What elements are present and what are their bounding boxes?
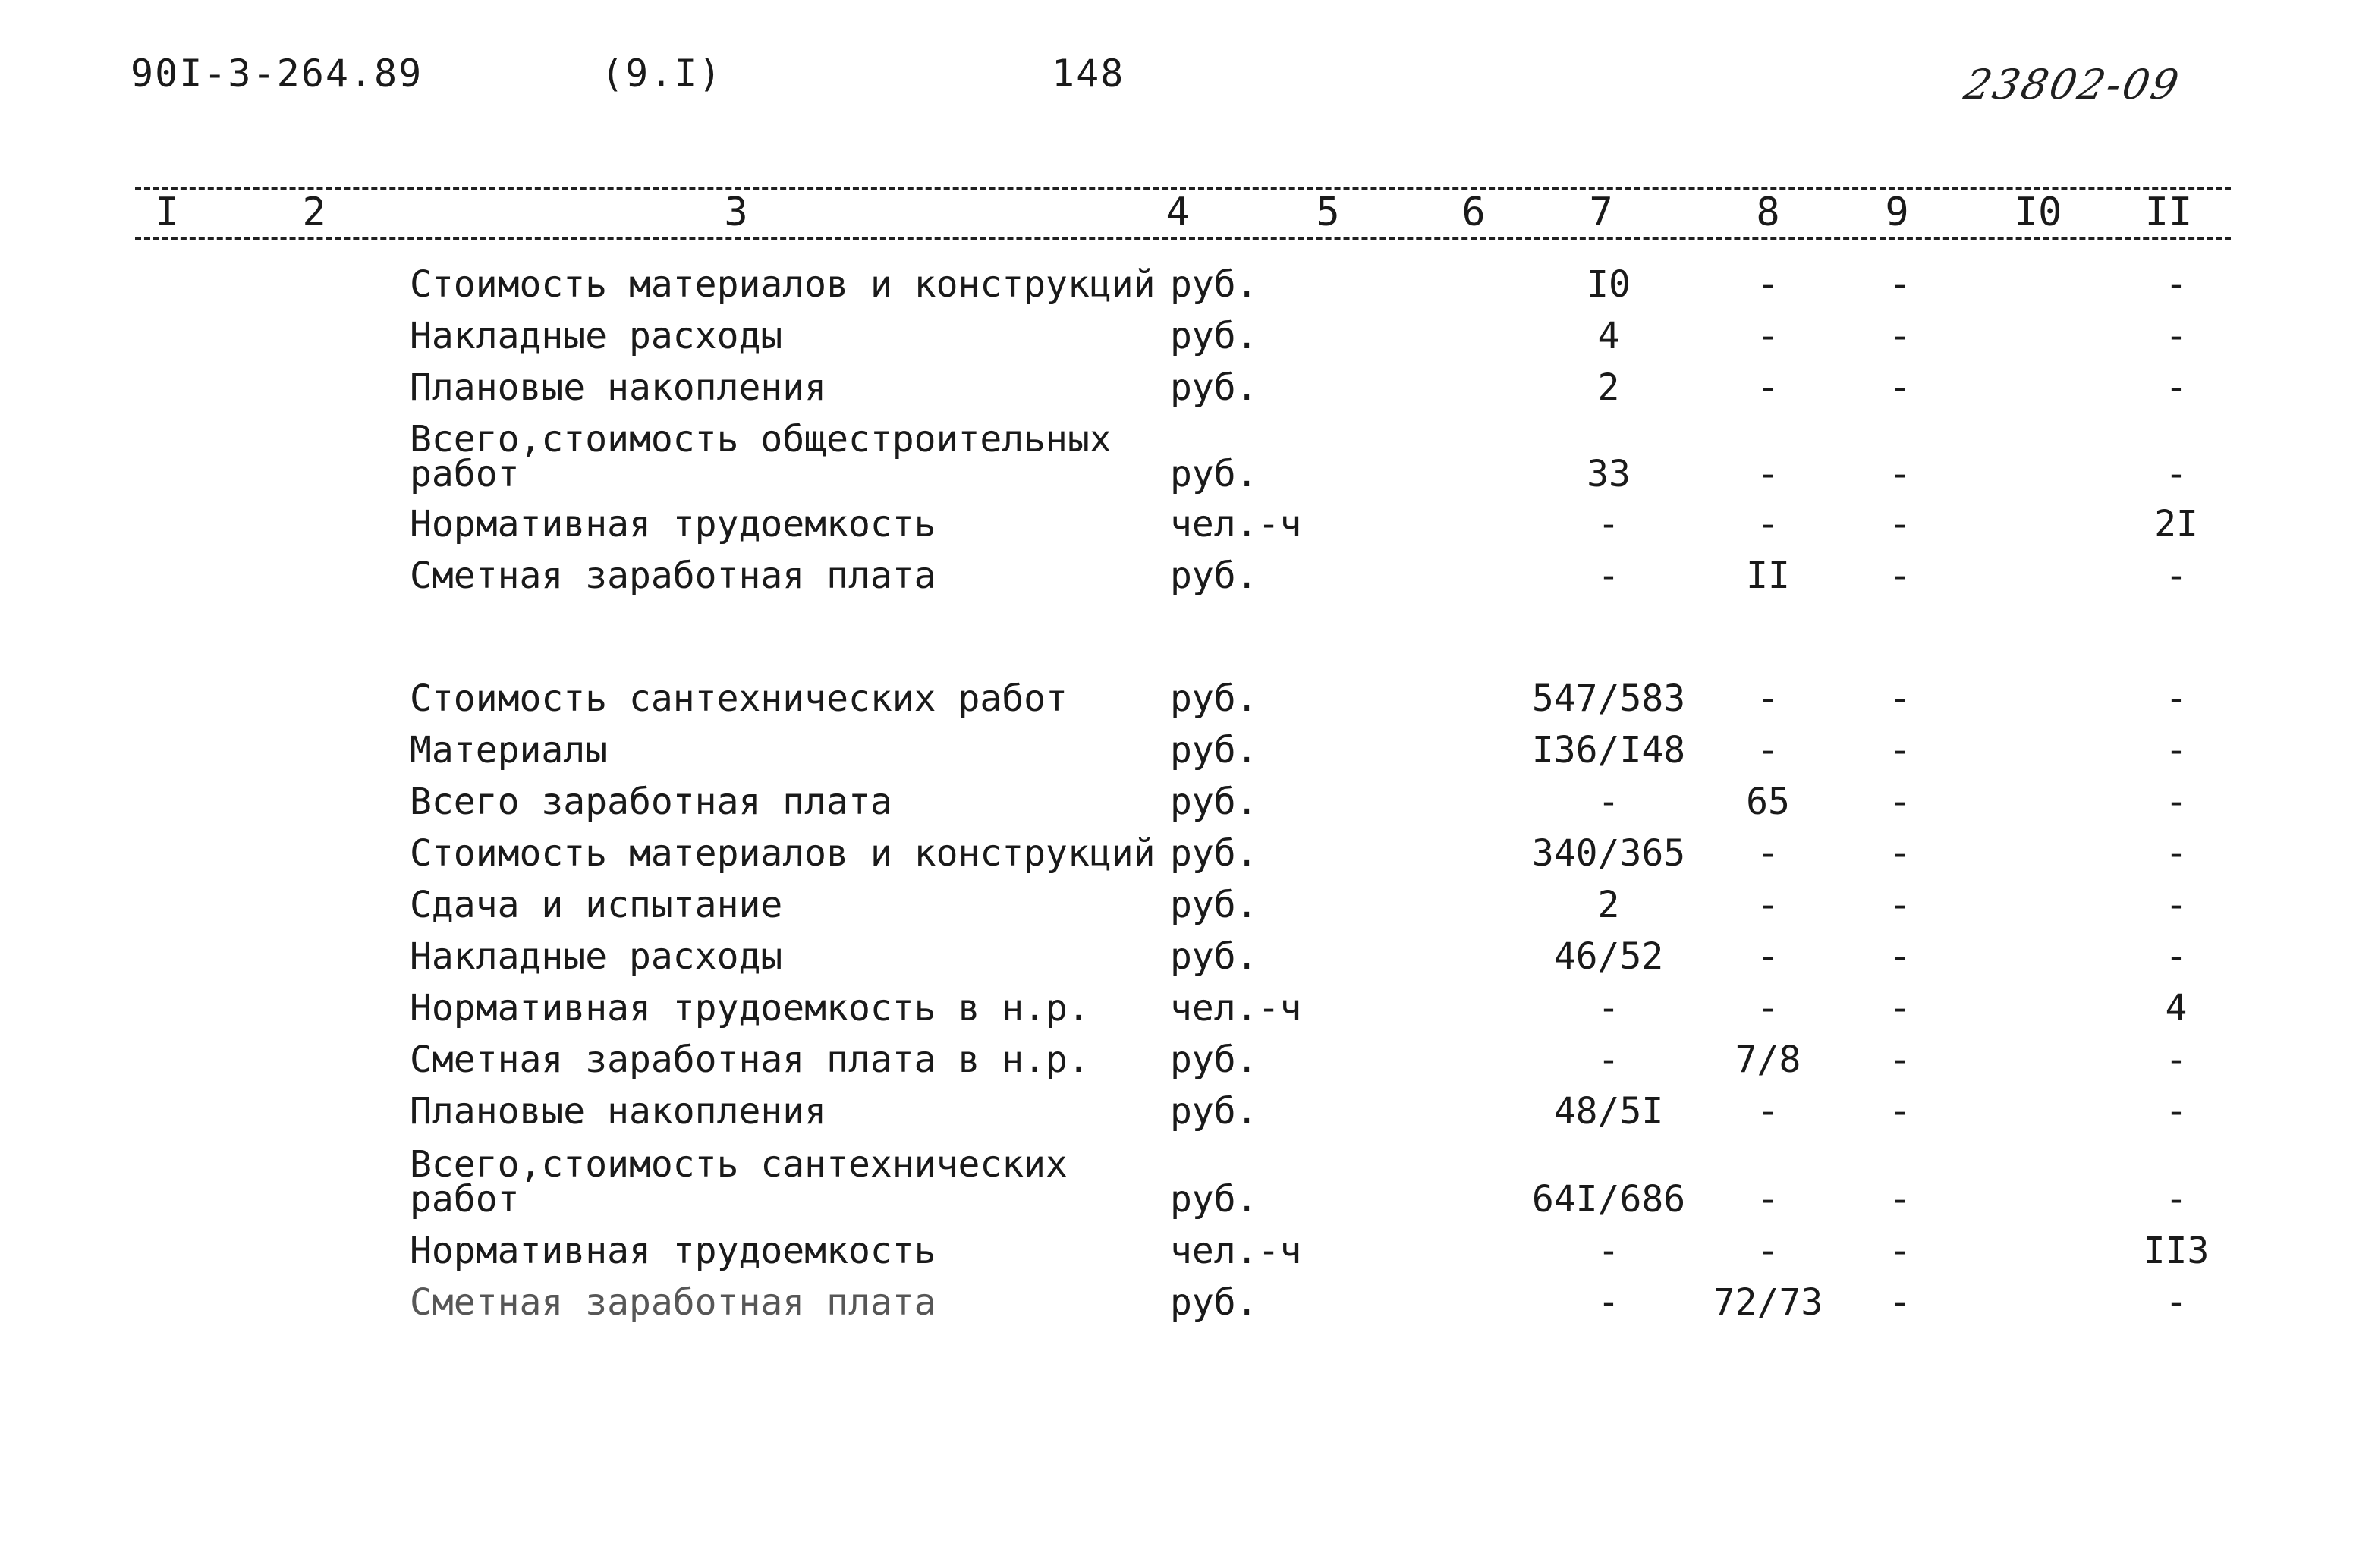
row-col7: - — [1597, 1230, 1620, 1272]
row-col11: 4 — [2165, 987, 2188, 1029]
row-unit: руб. — [1170, 263, 1258, 306]
page-number: 148 — [1052, 52, 1125, 96]
row-unit: руб. — [1170, 781, 1258, 823]
row-col7: - — [1597, 987, 1620, 1029]
row-col11: - — [2165, 781, 2188, 823]
row-col9: - — [1889, 832, 1911, 875]
section-number: (9.I) — [601, 52, 723, 96]
row-col11: - — [2165, 315, 2188, 357]
row-col8: - — [1757, 315, 1779, 357]
row-col8: - — [1757, 1090, 1779, 1133]
column-header-1: I — [155, 190, 179, 235]
row-col9: - — [1889, 263, 1911, 306]
row-col8: - — [1757, 935, 1779, 978]
row-unit: руб. — [1170, 832, 1258, 875]
row-col9: - — [1889, 1230, 1911, 1272]
row-col7: I0 — [1587, 263, 1631, 306]
column-header-4: 4 — [1165, 190, 1190, 235]
row-col11: - — [2165, 366, 2188, 409]
row-name: Стоимость материалов и конструкций — [410, 832, 1156, 875]
row-unit: чел.-ч — [1170, 987, 1302, 1029]
row-unit: руб. — [1170, 555, 1258, 597]
row-unit: руб. — [1170, 1281, 1258, 1324]
row-unit: руб. — [1170, 729, 1258, 771]
row-name: Плановые накопления — [410, 366, 827, 409]
row-col11: II3 — [2143, 1230, 2210, 1272]
row-col9: - — [1889, 555, 1911, 597]
row-col9: - — [1889, 1090, 1911, 1133]
row-col11: - — [2165, 1281, 2188, 1324]
document-code: 90I-3-264.89 — [131, 52, 423, 96]
row-name: Нормативная трудоемкость — [410, 503, 936, 545]
row-name: Всего,стоимость общестроительных работ — [410, 418, 1112, 495]
row-unit: чел.-ч — [1170, 1230, 1302, 1272]
row-col7: 340/365 — [1531, 832, 1686, 875]
row-unit: чел.-ч — [1170, 503, 1302, 545]
row-name: Стоимость материалов и конструкций — [410, 263, 1156, 306]
row-col8: - — [1757, 987, 1779, 1029]
row-col11: - — [2165, 1178, 2188, 1221]
row-col7: - — [1597, 503, 1620, 545]
row-col8: - — [1757, 729, 1779, 771]
row-col8: - — [1757, 263, 1779, 306]
row-col7: - — [1597, 555, 1620, 597]
header-dashed-line-bottom — [135, 237, 2231, 240]
row-col8: - — [1757, 884, 1779, 926]
row-unit: руб. — [1170, 935, 1258, 978]
row-col7: I36/I48 — [1531, 729, 1686, 771]
column-header-9: 9 — [1885, 190, 1909, 235]
row-col8: - — [1757, 453, 1779, 495]
row-unit: руб. — [1170, 1178, 1258, 1221]
row-col9: - — [1889, 987, 1911, 1029]
row-unit: руб. — [1170, 884, 1258, 926]
row-col11: - — [2165, 1090, 2188, 1133]
row-col9: - — [1889, 315, 1911, 357]
row-col11: - — [2165, 555, 2188, 597]
row-col11: - — [2165, 729, 2188, 771]
row-col8: - — [1757, 1178, 1779, 1221]
row-name: Всего,стоимость сантехнических работ — [410, 1143, 1068, 1221]
row-unit: руб. — [1170, 366, 1258, 409]
row-unit: руб. — [1170, 677, 1258, 720]
row-col7: 2 — [1597, 366, 1620, 409]
row-col7: 48/5I — [1553, 1090, 1664, 1133]
row-unit: руб. — [1170, 1090, 1258, 1133]
row-col9: - — [1889, 453, 1911, 495]
row-name: Нормативная трудоемкость — [410, 1230, 936, 1272]
row-col7: 64I/686 — [1531, 1178, 1686, 1221]
column-header-3: 3 — [724, 190, 748, 235]
row-col9: - — [1889, 1281, 1911, 1324]
row-name: Материалы — [410, 729, 608, 771]
row-col7: 547/583 — [1531, 677, 1686, 720]
row-col7: - — [1597, 1281, 1620, 1324]
row-col9: - — [1889, 781, 1911, 823]
row-name: Плановые накопления — [410, 1090, 827, 1133]
row-unit: руб. — [1170, 1039, 1258, 1081]
row-col8: 7/8 — [1735, 1039, 1801, 1081]
column-header-8: 8 — [1756, 190, 1780, 235]
row-name: Сдача и испытание — [410, 884, 783, 926]
row-col11: 2I — [2154, 503, 2198, 545]
row-name: Накладные расходы — [410, 935, 783, 978]
row-name: Сметная заработная плата — [410, 1281, 936, 1324]
row-col11: - — [2165, 677, 2188, 720]
row-col8: II — [1746, 555, 1790, 597]
row-col11: - — [2165, 935, 2188, 978]
column-header-10: I0 — [2014, 190, 2062, 235]
row-col8: - — [1757, 1230, 1779, 1272]
row-col9: - — [1889, 1039, 1911, 1081]
row-col11: - — [2165, 453, 2188, 495]
row-col11: - — [2165, 263, 2188, 306]
row-col7: 2 — [1597, 884, 1620, 926]
row-col9: - — [1889, 503, 1911, 545]
row-col8: - — [1757, 366, 1779, 409]
row-col9: - — [1889, 729, 1911, 771]
row-name: Нормативная трудоемкость в н.р. — [410, 987, 1090, 1029]
row-col7: - — [1597, 781, 1620, 823]
row-col9: - — [1889, 884, 1911, 926]
row-col8: 65 — [1746, 781, 1790, 823]
row-col9: - — [1889, 366, 1911, 409]
row-col7: 4 — [1597, 315, 1620, 357]
row-col11: - — [2165, 832, 2188, 875]
column-header-11: II — [2144, 190, 2193, 235]
row-col7: 46/52 — [1553, 935, 1664, 978]
column-header-row — [0, 190, 2375, 235]
column-header-2: 2 — [302, 190, 326, 235]
row-name: Стоимость сантехнических работ — [410, 677, 1068, 720]
row-col7: 33 — [1587, 453, 1631, 495]
row-unit: руб. — [1170, 315, 1258, 357]
row-col11: - — [2165, 884, 2188, 926]
row-unit: руб. — [1170, 453, 1258, 495]
row-col9: - — [1889, 677, 1911, 720]
row-col8: - — [1757, 677, 1779, 720]
row-col8: - — [1757, 503, 1779, 545]
row-col9: - — [1889, 1178, 1911, 1221]
row-name: Накладные расходы — [410, 315, 783, 357]
column-header-7: 7 — [1589, 190, 1613, 235]
row-col8: 72/73 — [1713, 1281, 1823, 1324]
row-col8: - — [1757, 832, 1779, 875]
row-col11: - — [2165, 1039, 2188, 1081]
column-header-6: 6 — [1461, 190, 1486, 235]
row-name: Сметная заработная плата — [410, 555, 936, 597]
row-name: Всего заработная плата — [410, 781, 892, 823]
row-name: Сметная заработная плата в н.р. — [410, 1039, 1090, 1081]
handwritten-inventory-number: 23802-09 — [1960, 61, 2185, 108]
row-col7: - — [1597, 1039, 1620, 1081]
column-header-5: 5 — [1316, 190, 1340, 235]
row-col9: - — [1889, 935, 1911, 978]
